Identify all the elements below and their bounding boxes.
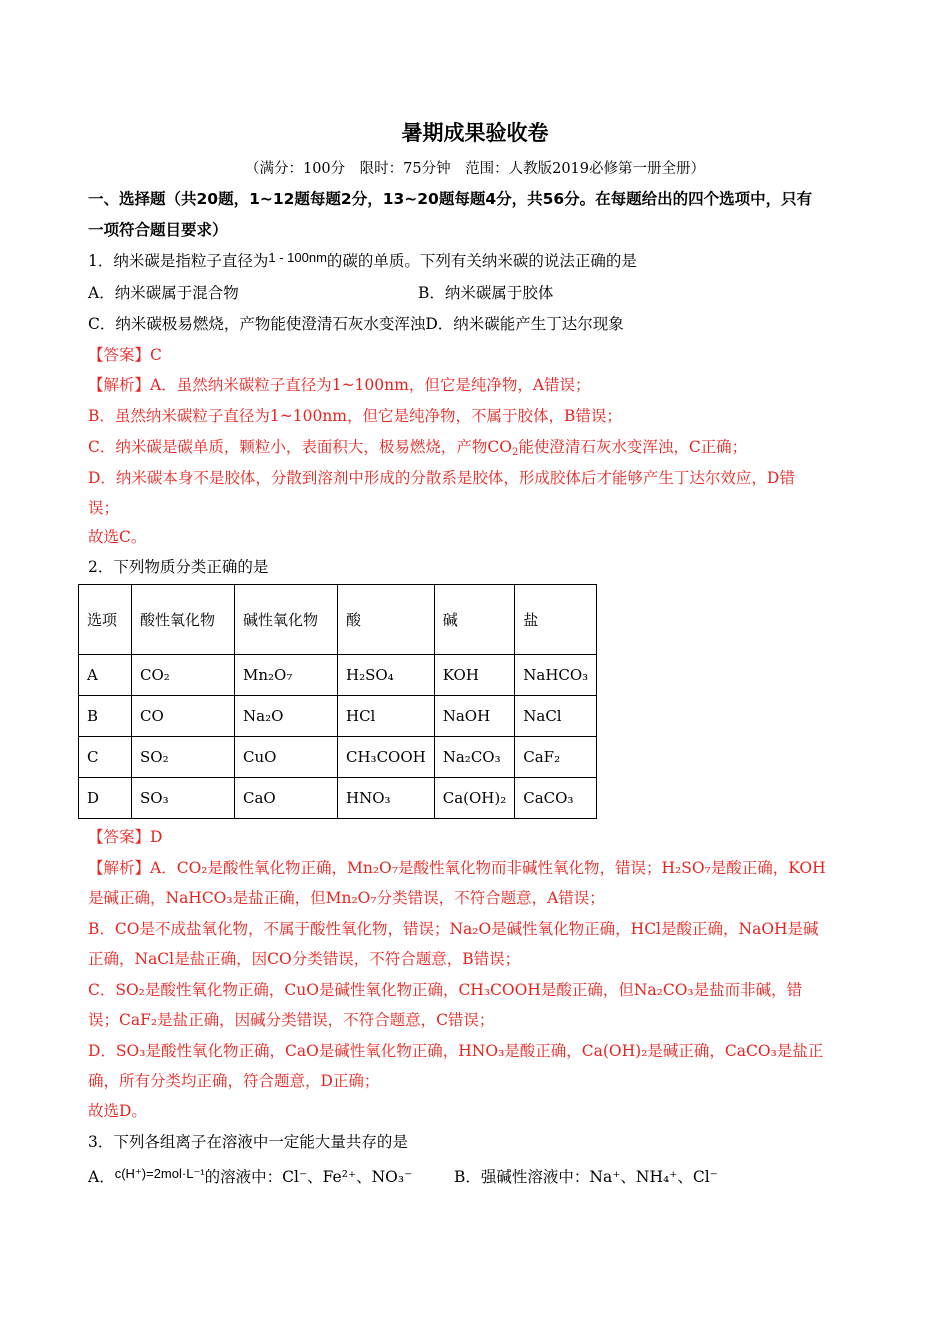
table-cell: H₂SO₄ [338,655,435,696]
table-cell: NaCl [515,696,597,737]
question-2-stem: 2．下列物质分类正确的是 [88,558,269,576]
table-header-cell: 酸 [338,585,435,655]
conclusion-2: 故选D。 [88,1102,147,1120]
section-heading: 一、选择题（共20题，1~12题每题2分，13~20题每题4分，共56分。在每题给出的四个选项中，只有 [88,190,813,208]
table-cell: CH₃COOH [338,737,435,778]
table-cell: HCl [338,696,435,737]
explanation-2b: B．CO是不成盐氧化物，不属于酸性氧化物，错误；Na₂O是碱性氧化物正确，HCl是酸正确，NaOH是碱 [88,920,819,938]
table-cell: CO [132,696,235,737]
option-a: A．纳米碳属于混合物 [88,284,239,302]
table-cell: CaO [235,778,338,819]
table-cell: Ca(OH)₂ [434,778,515,819]
table-row [79,778,597,819]
table-row [79,696,597,737]
explanation-1a: 【解析】A．虽然纳米碳粒子直径为1~100nm，但它是纯净物，A错误； [88,376,591,394]
formula-size-range: 1 - 100nm [268,250,327,265]
answer-1: 【答案】C [88,346,162,364]
table-cell: SO₃ [132,778,235,819]
option-c: C．纳米碳极易燃烧，产物能使澄清石灰水变浑浊 [88,315,426,333]
explanation-2c: C．SO₂是酸性氧化物正确，CuO是碱性氧化物正确，CH₃COOH是酸正确，但Na₂CO₃是盐而非碱，错 [88,981,803,999]
explanation-2a: 【解析】A．CO₂是酸性氧化物正确，Mn₂O₇是酸性氧化物而非碱性氧化物，错误；H₂SO₇是酸正确，KOH [88,859,826,877]
table-header-cell: 酸性氧化物 [132,585,235,655]
classification-table [78,584,597,819]
ion-list: Na⁺、NH₄⁺、Cl⁻ [589,1168,718,1186]
table-cell: CaF₂ [515,737,597,778]
section-heading-cont: 一项符合题目要求） [88,221,228,239]
question-1-options-cd [88,312,878,334]
explanation-2a-cont: 是碱正确，NaHCO₃是盐正确，但Mn₂O₇分类错误，不符合题意，A错误； [88,889,605,907]
table-cell: KOH [434,655,515,696]
option-a: A．$^{c(H^+)=2mol\cdot L^{-1}}$的溶液中：Cl⁻、Fe²⁺、NO₃⁻ [88,1166,413,1186]
option-b: B．强碱性溶液中：Na⁺、NH₄⁺、Cl⁻ [454,1168,718,1186]
table-cell: D [79,778,132,819]
explanation-1c: C．纳米碳是碳单质，颗粒小，表面积大，极易燃烧，产物$CO_2$能使澄清石灰水变浑浊，C正确； [88,438,748,458]
table-row [79,737,597,778]
explanation-1d-cont: 误； [88,499,120,517]
explanation-2c-cont: 误；CaF₂是盐正确，因碱分类错误，不符合题意，C错误； [88,1011,495,1029]
explanation-2b-cont: 正确，NaCl是盐正确，因CO分类错误，不符合题意，B错误； [88,950,521,968]
page-title: 暑期成果验收卷 [401,121,549,145]
explanation-2d: D．SO₃是酸性氧化物正确，CaO是碱性氧化物正确，HNO₃是酸正确，Ca(OH)₂是碱正确，CaCO₃是盐正 [88,1042,824,1060]
table-row [79,655,597,696]
table-cell: Mn₂O₇ [235,655,338,696]
explanation-2d-cont: 确，所有分类均正确，符合题意，D正确； [88,1072,380,1090]
table-cell: SO₂ [132,737,235,778]
table-cell: C [79,737,132,778]
table-cell: NaOH [434,696,515,737]
table-cell: CO₂ [132,655,235,696]
table-cell: HNO₃ [338,778,435,819]
exam-info: （满分：100分 限时：75分钟 范围：人教版2019必修第一册全册） [244,161,706,177]
table-header-cell: 碱性氧化物 [235,585,338,655]
table-cell: Na₂CO₃ [434,737,515,778]
explanation-1d: D．纳米碳本身不是胶体，分散到溶剂中形成的分散系是胶体，形成胶体后才能够产生丁达尔效应，D错 [88,469,795,487]
table-cell: B [79,696,132,737]
option-b: B．纳米碳属于胶体 [418,284,554,302]
question-1-options-ab [88,281,878,303]
table-cell: Na₂O [235,696,338,737]
table-header-cell: 选项 [79,585,132,655]
option-d: D．纳米碳能产生丁达尔现象 [425,315,624,333]
question-3-stem: 3．下列各组离子在溶液中一定能大量共存的是 [88,1133,408,1151]
explanation-1b: B．虽然纳米碳粒子直径为1~100nm，但它是纯净物，不属于胶体，B错误； [88,407,622,425]
conclusion-1: 故选C。 [88,528,147,546]
table-cell: CaCO₃ [515,778,597,819]
question-3-options [88,1165,878,1187]
table-header-cell: 盐 [515,585,597,655]
table-cell: CuO [235,737,338,778]
table-cell: NaHCO₃ [515,655,597,696]
answer-2: 【答案】D [88,828,163,846]
table-header-row [79,585,597,655]
question-1-stem: 1．纳米碳是指粒子直径为$^{1 - 100nm}$的碳的单质。下列有关纳米碳的说法正确的是 [88,250,637,270]
table-cell: A [79,655,132,696]
formula-h-concentration: c(H⁺)=2mol·L⁻¹ [114,1166,205,1181]
table-header-cell: 碱 [434,585,515,655]
